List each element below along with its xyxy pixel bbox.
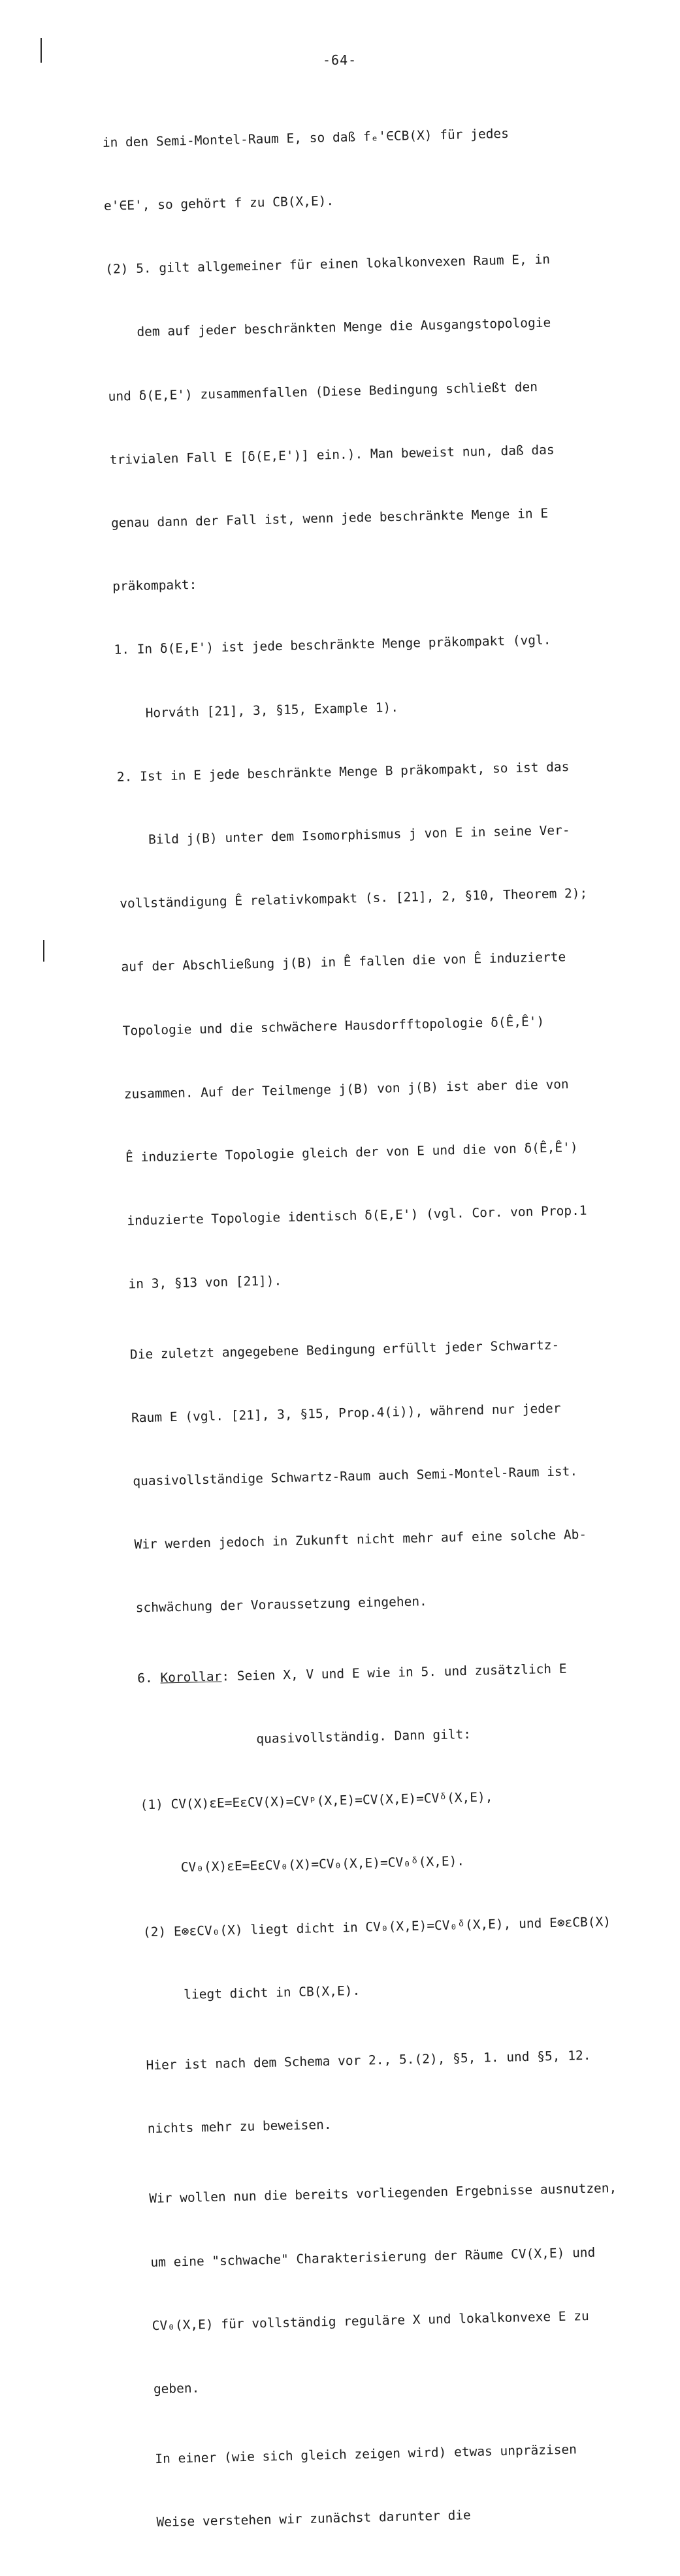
page-number: -64-: [323, 52, 357, 68]
text-line: (2) 5. gilt allgemeiner für einen lokalkonvexen Raum E, in: [105, 251, 551, 277]
text-line: genau dann der Fall ist, wenn jede beschränkte Menge in E: [110, 505, 549, 531]
text-line: Die zuletzt angegebene Bedingung erfüllt jeder Schwartz-: [129, 1337, 560, 1362]
corollary-heading: Korollar: [160, 1669, 222, 1686]
text-line: Hier ist nach dem Schema vor 2., 5.(2), §5, 1. und §5, 12.: [146, 2047, 591, 2073]
text-line: 2. Ist in E jede beschränkte Menge B präkompakt, so ist das: [116, 759, 570, 785]
text-line: liegt dicht in CB(X,E).: [183, 1983, 361, 2002]
text-line: quasivollständige Schwartz-Raum auch Semi-Montel-Raum ist.: [133, 1464, 578, 1489]
text-line: um eine "schwache" Charakterisierung der Räume CV(X,E) und: [150, 2244, 596, 2270]
text-line: trivialen Fall E [δ(E,E')] ein.). Man beweist nun, daß das: [109, 442, 555, 467]
text-line: und δ(E,E') zusammenfallen (Diese Bedingung schließt den: [108, 379, 538, 404]
text-line: 1. In δ(E,E') ist jede beschränkte Menge präkompakt (vgl.: [114, 633, 551, 658]
text-line: vollständigung Ê relativkompakt (s. [21], 2, §10, Theorem 2);: [120, 885, 588, 911]
corollary-number: 6.: [137, 1670, 161, 1686]
text-line: in den Semi-Montel-Raum E, so daß fₑ'∈CB(X) für jedes: [102, 125, 510, 150]
text-line: quasivollständig. Dann gilt:: [256, 1726, 472, 1747]
text-line: CV₀(X)εE=EεCV₀(X)=CV₀(X,E)=CV₀ᵟ(X,E).: [180, 1853, 465, 1876]
margin-rule-top: [40, 38, 42, 63]
text-line: Topologie und die schwächere Hausdorfftopologie δ(Ê,Ê'): [122, 1013, 545, 1039]
text-line: Horváth [21], 3, §15, Example 1).: [145, 699, 399, 721]
text-line: Wir wollen nun die bereits vorliegenden Ergebnisse ausnutzen,: [149, 2180, 617, 2207]
body-text: [101, 78, 680, 2576]
text-line: Wir werden jedoch in Zukunft nicht mehr auf eine solche Ab-: [134, 1526, 587, 1552]
text-line: auf der Abschließung j(B) in Ê fallen die von Ê induzierte: [121, 949, 566, 975]
text-line: induzierte Topologie identisch δ(E,E') (vgl. Cor. von Prop.1: [127, 1202, 587, 1229]
text-line: präkompakt:: [112, 577, 197, 595]
text-line: schwächung der Voraussetzung eingehen.: [135, 1594, 428, 1616]
text-line: Bild j(B) unter dem Isomorphismus j von E in seine Ver-: [148, 823, 570, 847]
corollary-text: : Seien X, V und E wie in 5. und zusätzlich E: [221, 1661, 567, 1684]
text-line: Weise verstehen wir zunächst darunter die: [156, 2507, 472, 2530]
text-line: nichts mehr zu beweisen.: [147, 2116, 332, 2137]
text-line: zusammen. Auf der Teilmenge j(B) von j(B) ist aber die von: [123, 1076, 569, 1102]
margin-rule-bottom: [43, 940, 44, 962]
text-line: Raum E (vgl. [21], 3, §15, Prop.4(i)), während nur jeder: [131, 1400, 561, 1426]
text-line: (2) E⊗εCV₀(X) liegt dicht in CV₀(X,E)=CV₀ᵟ(X,E), und E⊗εCB(X): [142, 1913, 611, 1940]
text-line: CV₀(X,E) für vollständig reguläre X und lokalkonvexe E zu: [152, 2308, 589, 2333]
text-line: e'∈E', so gehört f zu CB(X,E).: [103, 193, 334, 213]
text-line: In einer (wie sich gleich zeigen wird) etwas unpräzisen: [155, 2442, 577, 2467]
corollary-line: [137, 1656, 660, 1689]
text-line: (1) CV(X)εE=EεCV(X)=CVᵖ(X,E)=CV(X,E)=CVᵟ(X,E),: [140, 1789, 493, 1813]
text-line: in 3, §13 von [21]).: [128, 1273, 282, 1292]
text-line: Ê induzierte Topologie gleich der von E und die von δ(Ê,Ê'): [125, 1139, 578, 1165]
text-line: dem auf jeder beschränkten Menge die Ausgangstopologie: [137, 315, 551, 340]
text-line: geben.: [153, 2380, 200, 2397]
